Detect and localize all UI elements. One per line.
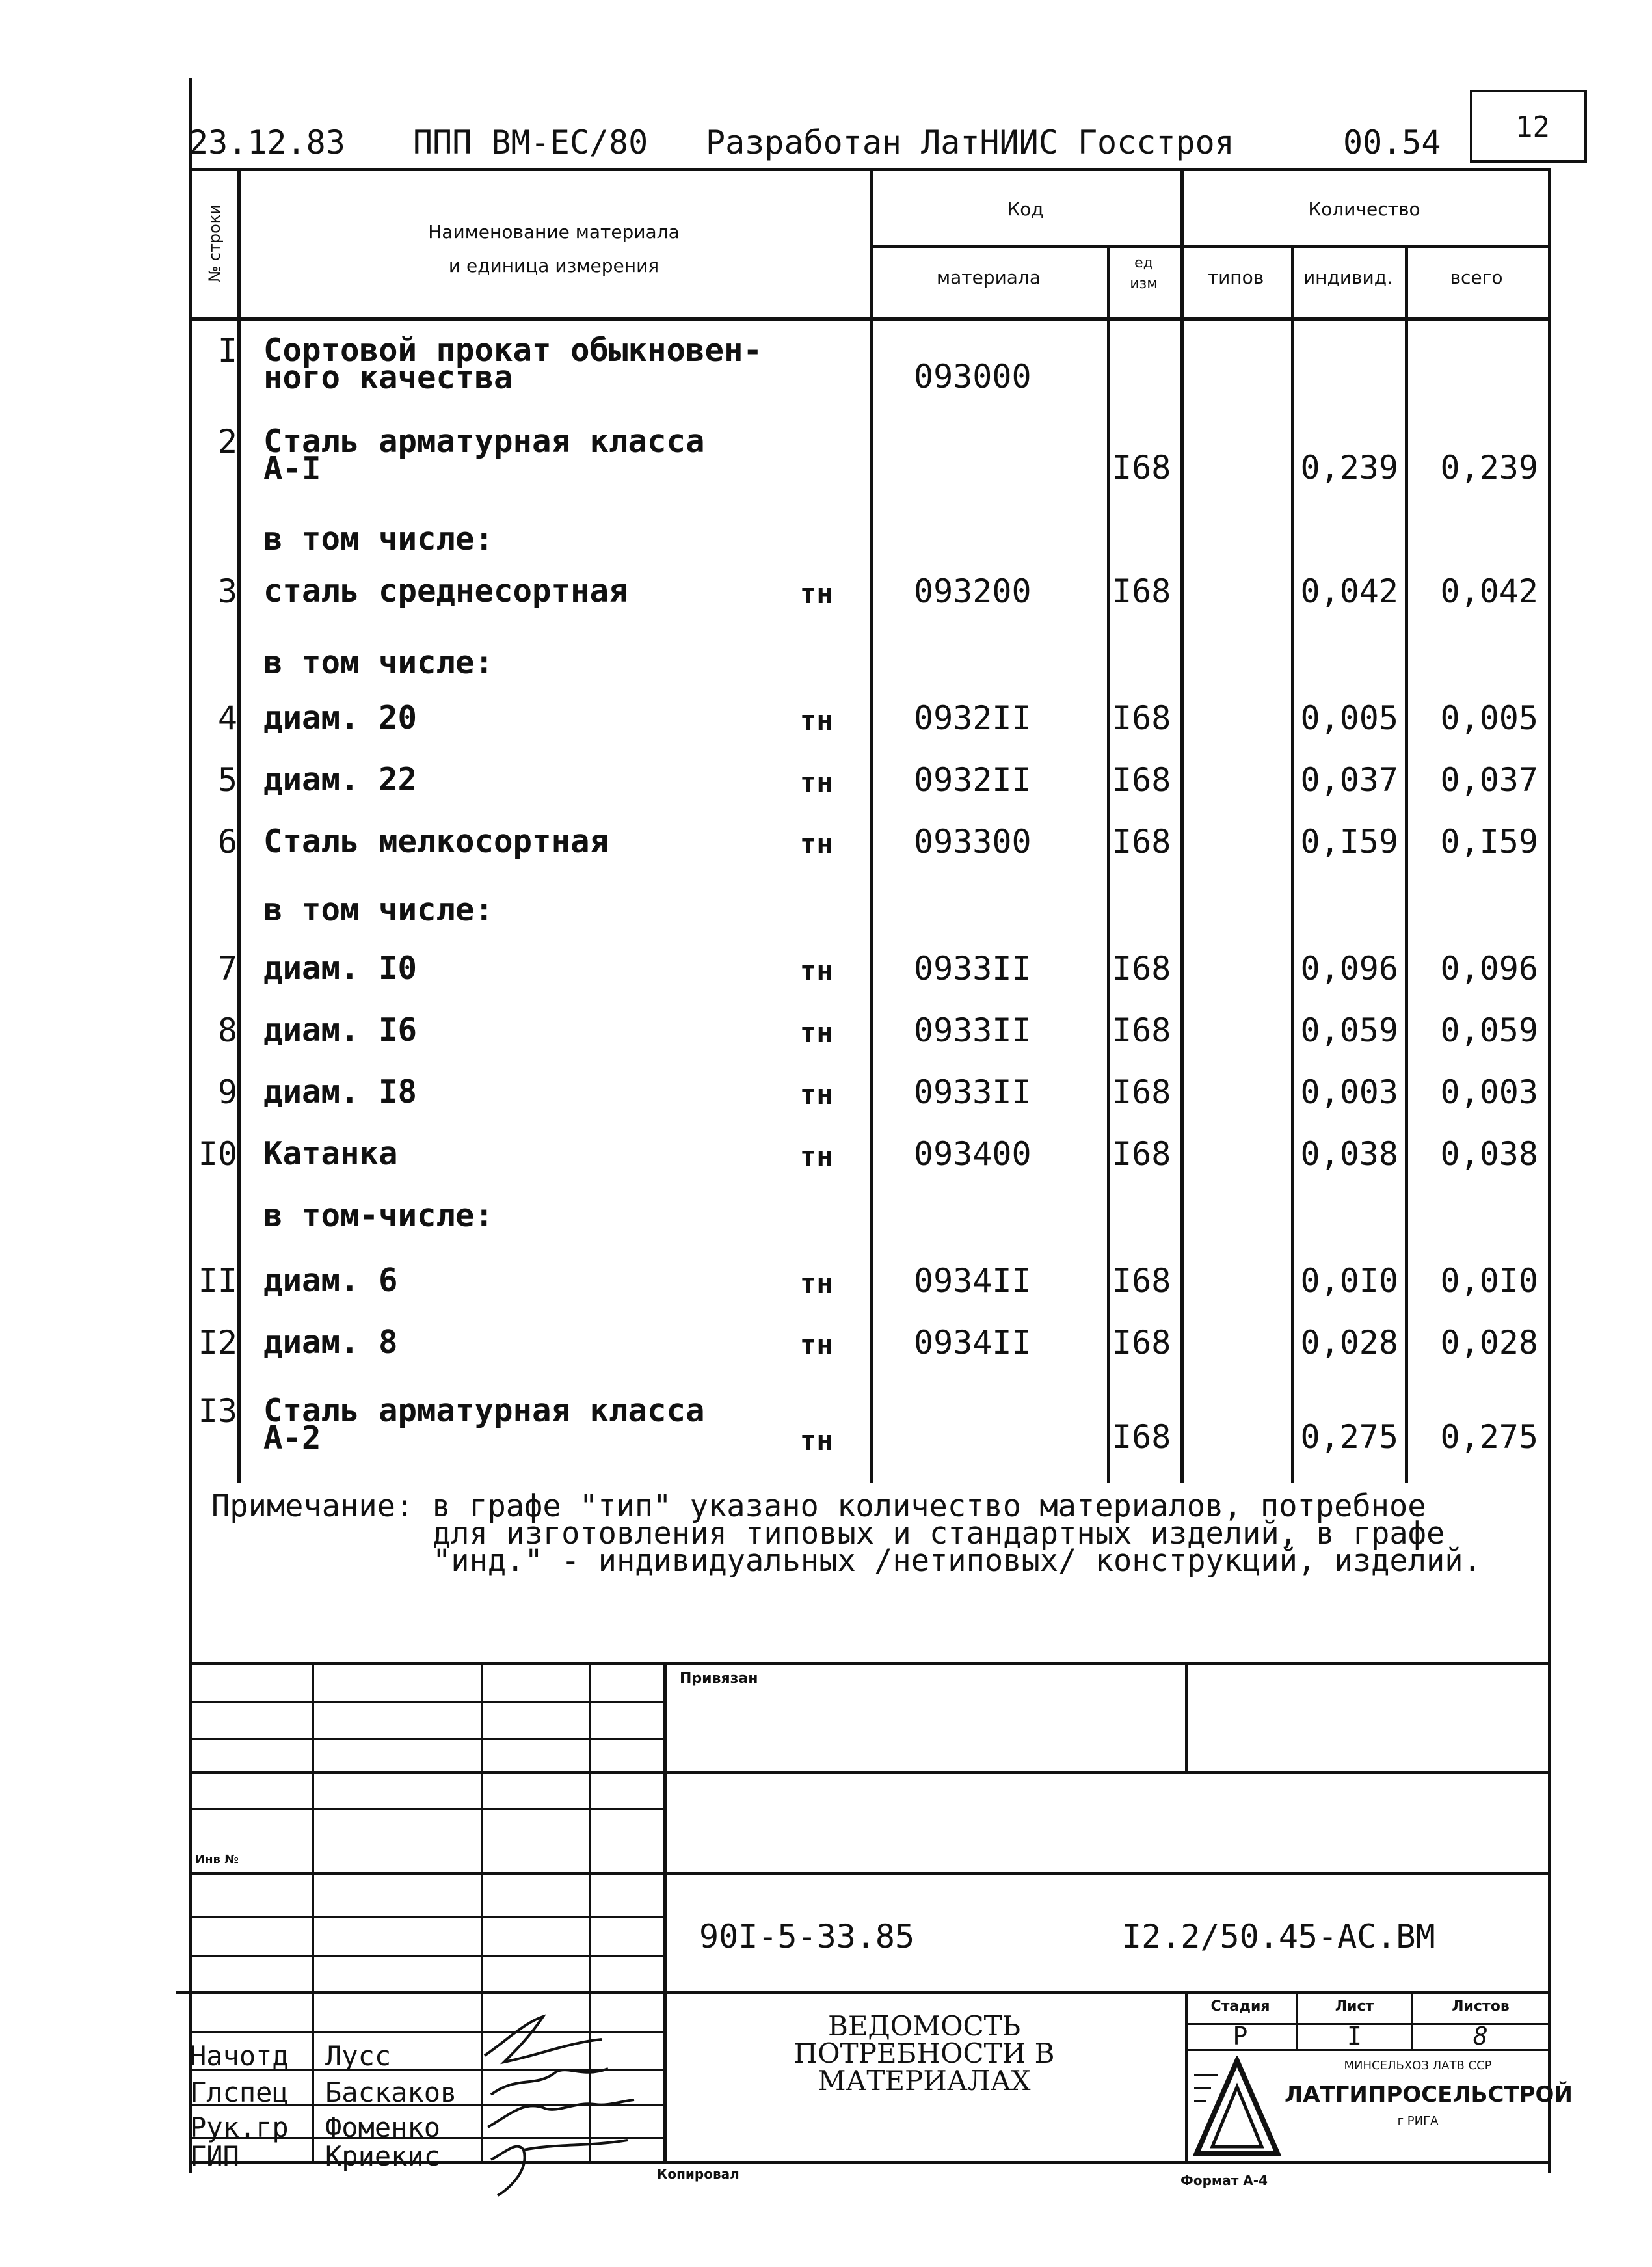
material-code: 0933II bbox=[914, 1012, 1032, 1049]
unit: тн bbox=[800, 955, 833, 987]
individ-header: индивид. bbox=[1303, 267, 1393, 288]
qty-individ: 0,059 bbox=[1300, 1012, 1398, 1049]
unit-code: I68 bbox=[1112, 1012, 1171, 1049]
privyazan-label: Привязан bbox=[680, 1670, 758, 1687]
list-label: Лист bbox=[1335, 1998, 1374, 2015]
material-code: 0933II bbox=[914, 1073, 1032, 1111]
unit-code: I68 bbox=[1112, 1073, 1171, 1111]
developer-label: Разработан ЛатНИИС Госстроя bbox=[706, 124, 1234, 161]
kolichestvo-header: Количество bbox=[1308, 198, 1420, 220]
material-name: диам. I6 bbox=[263, 1012, 418, 1049]
material-name: диам. 8 bbox=[263, 1324, 398, 1361]
material-code: 093400 bbox=[914, 1135, 1032, 1173]
qty-vsego: 0,037 bbox=[1440, 761, 1538, 799]
unit-code: I68 bbox=[1112, 761, 1171, 799]
unit-code: I68 bbox=[1112, 699, 1171, 737]
stamp-h6 bbox=[189, 1916, 665, 1918]
ed-izm-header-2: изм bbox=[1130, 276, 1158, 292]
col-line-3 bbox=[1107, 247, 1110, 1483]
unit: тн bbox=[800, 766, 833, 798]
unit-code: I68 bbox=[1112, 572, 1171, 610]
note-line-2: для изготовления типовых и стандартных изделий, в графе bbox=[433, 1516, 1445, 1551]
unit: тн bbox=[800, 704, 833, 736]
kod-header: Код bbox=[1007, 198, 1044, 220]
format-label: Формат А-4 bbox=[1180, 2173, 1268, 2188]
list-value: I bbox=[1347, 2022, 1362, 2050]
material-code: 093000 bbox=[914, 358, 1032, 396]
qty-individ: 0,003 bbox=[1300, 1073, 1398, 1111]
listov-label: Листов bbox=[1452, 1998, 1510, 2015]
stamp-v1 bbox=[312, 1662, 314, 2163]
stamp-h7 bbox=[189, 1955, 665, 1957]
unit: тн bbox=[800, 828, 833, 860]
ppp-label: ППП ВМ-ЕС/80 bbox=[413, 124, 648, 161]
row-number: I bbox=[217, 332, 237, 369]
subgroup-label: в том числе: bbox=[263, 644, 494, 681]
qty-individ: 0,028 bbox=[1300, 1324, 1398, 1362]
header-bottom-line bbox=[189, 317, 1551, 321]
qty-individ: 0,005 bbox=[1300, 699, 1398, 737]
header-mid-line bbox=[870, 245, 1550, 248]
top-code: 00.54 bbox=[1343, 124, 1441, 161]
qty-vsego: 0,028 bbox=[1440, 1324, 1538, 1362]
subgroup-label: в том числе: bbox=[263, 520, 494, 557]
material-name: диам. I0 bbox=[263, 950, 418, 987]
unit-code: I68 bbox=[1112, 1262, 1171, 1300]
material-code: 0934II bbox=[914, 1324, 1032, 1362]
col-line-2 bbox=[870, 169, 873, 1483]
qty-vsego: 0,038 bbox=[1440, 1135, 1538, 1173]
sign-name-2: Баскаков bbox=[325, 2076, 457, 2108]
unit-code: I68 bbox=[1112, 1418, 1171, 1456]
sign-role-2: Глспец bbox=[190, 2076, 289, 2108]
frame-left bbox=[189, 78, 192, 2173]
unit-code: I68 bbox=[1112, 1135, 1171, 1173]
kopiroval-label: Копировал bbox=[657, 2166, 739, 2182]
row-number: 2 bbox=[217, 423, 237, 461]
material-name: диам. 6 bbox=[263, 1262, 398, 1299]
material-name-cont: А-I bbox=[263, 450, 321, 487]
qty-vsego: 0,005 bbox=[1440, 699, 1538, 737]
doc-code-right: I2.2/50.45-AC.BM bbox=[1122, 1918, 1435, 1955]
row-number: 6 bbox=[217, 823, 237, 861]
qty-individ: 0,0I0 bbox=[1300, 1262, 1398, 1300]
qty-vsego: 0,275 bbox=[1440, 1418, 1538, 1456]
inv-no-label: Инв № bbox=[195, 1853, 239, 1866]
material-code: 0933II bbox=[914, 950, 1032, 987]
material-name: Катанка bbox=[263, 1135, 398, 1172]
sign-role-1: Начотд bbox=[190, 2040, 289, 2072]
unit-code: I68 bbox=[1112, 449, 1171, 487]
material-name: диам. I8 bbox=[263, 1073, 418, 1110]
material-code: 0932II bbox=[914, 761, 1032, 799]
qty-individ: 0,037 bbox=[1300, 761, 1398, 799]
qty-individ: 0,I59 bbox=[1300, 823, 1398, 861]
stamp-top bbox=[189, 1662, 1551, 1665]
org-line-2: ЛАТГИПРОСЕЛЬСТРОЙ bbox=[1285, 2082, 1573, 2108]
doc-code-left: 90I-5-33.85 bbox=[699, 1918, 915, 1955]
row-number: 5 bbox=[217, 761, 237, 799]
qty-vsego: 0,059 bbox=[1440, 1012, 1538, 1049]
qty-vsego: 0,042 bbox=[1440, 572, 1538, 610]
unit-code: I68 bbox=[1112, 823, 1171, 861]
material-name: Сталь арматурная класса bbox=[263, 1392, 705, 1429]
material-name-cont: А-2 bbox=[263, 1419, 321, 1456]
handwritten-signatures bbox=[478, 2004, 647, 2199]
material-header: материала bbox=[936, 267, 1041, 288]
stamp-h5 bbox=[189, 1872, 1551, 1875]
org-logo bbox=[1192, 2056, 1283, 2160]
stamp-h1 bbox=[189, 1701, 665, 1703]
unit: тн bbox=[800, 1267, 833, 1299]
stamp-h8 bbox=[176, 1991, 1551, 1994]
unit: тн bbox=[800, 1017, 833, 1049]
print-date: 23.12.83 bbox=[189, 124, 345, 161]
tipov-header: типов bbox=[1207, 267, 1264, 288]
qty-individ: 0,038 bbox=[1300, 1135, 1398, 1173]
material-name: Сталь мелкосортная bbox=[263, 823, 609, 860]
row-number: 4 bbox=[217, 699, 237, 737]
stamp-h3 bbox=[189, 1771, 1551, 1774]
org-line-3: г РИГА bbox=[1397, 2114, 1439, 2128]
row-number: I0 bbox=[198, 1135, 237, 1173]
material-name: диам. 20 bbox=[263, 699, 418, 736]
sign-role-4: ГИП bbox=[190, 2140, 239, 2172]
doc-title-3: МАТЕРИАЛАХ bbox=[818, 2065, 1031, 2097]
stamp-h4 bbox=[189, 1808, 665, 1810]
row-number: 9 bbox=[217, 1073, 237, 1111]
doc-title-2: ПОТРЕБНОСТИ В bbox=[793, 2037, 1055, 2069]
sign-name-4: Криекис bbox=[325, 2140, 441, 2172]
material-name: диам. 22 bbox=[263, 761, 418, 798]
vsego-header: всего bbox=[1450, 267, 1503, 288]
org-line-1: МИНСЕЛЬХОЗ ЛАТВ ССР bbox=[1344, 2059, 1492, 2072]
qty-individ: 0,239 bbox=[1300, 449, 1398, 487]
listov-value: 8 bbox=[1473, 2022, 1488, 2050]
col-line-1 bbox=[237, 169, 241, 1483]
unit: тн bbox=[800, 578, 833, 610]
unit-code: I68 bbox=[1112, 950, 1171, 987]
material-name: сталь среднесортная bbox=[263, 572, 628, 610]
row-number: 7 bbox=[217, 950, 237, 987]
subgroup-label: в том-числе: bbox=[263, 1197, 494, 1234]
stamp-v6 bbox=[1185, 1991, 1188, 2163]
material-name-cont: ного качества bbox=[263, 359, 513, 396]
page-mark: 12 bbox=[1515, 111, 1550, 144]
note-line-1: Примечание: в графе "тип" указано количество материалов, потребное bbox=[211, 1488, 1426, 1524]
qty-individ: 0,275 bbox=[1300, 1418, 1398, 1456]
material-code: 0934II bbox=[914, 1262, 1032, 1300]
stamp-h2 bbox=[189, 1738, 665, 1740]
sign-role-3: Рук.гр bbox=[190, 2112, 289, 2143]
material-code: 093300 bbox=[914, 823, 1032, 861]
row-no-header: № строки bbox=[206, 204, 224, 282]
row-number: I3 bbox=[198, 1392, 237, 1430]
subgroup-label: в том числе: bbox=[263, 891, 494, 928]
name-header-1: Наименование материала bbox=[428, 221, 680, 243]
ed-izm-header-1: ед bbox=[1134, 255, 1153, 271]
material-name: Сталь арматурная класса bbox=[263, 423, 705, 460]
material-code: 093200 bbox=[914, 572, 1032, 610]
stadiya-label: Стадия bbox=[1210, 1998, 1270, 2015]
name-header-2: и единица измерения bbox=[448, 255, 659, 276]
unit: тн bbox=[800, 1425, 833, 1456]
qty-individ: 0,042 bbox=[1300, 572, 1398, 610]
unit: тн bbox=[800, 1140, 833, 1172]
stamp-v5 bbox=[1185, 1662, 1188, 1773]
qty-vsego: 0,003 bbox=[1440, 1073, 1538, 1111]
row-number: 8 bbox=[217, 1012, 237, 1049]
qty-vsego: 0,096 bbox=[1440, 950, 1538, 987]
stadiya-value: Р bbox=[1232, 2022, 1248, 2050]
material-name: Сортовой прокат обыкновен- bbox=[263, 332, 763, 369]
row-number: I2 bbox=[198, 1324, 237, 1362]
sign-name-3: Фоменко bbox=[325, 2112, 441, 2143]
unit: тн bbox=[800, 1329, 833, 1361]
qty-vsego: 0,239 bbox=[1440, 449, 1538, 487]
qty-vsego: 0,I59 bbox=[1440, 823, 1538, 861]
material-code: 0932II bbox=[914, 699, 1032, 737]
sign-name-1: Лусс bbox=[325, 2040, 392, 2072]
col-line-4 bbox=[1180, 169, 1184, 1483]
row-number: 3 bbox=[217, 572, 237, 610]
row-number: II bbox=[198, 1262, 237, 1300]
unit-code: I68 bbox=[1112, 1324, 1171, 1362]
doc-title-1: ВЕДОМОСТЬ bbox=[828, 2010, 1020, 2042]
qty-vsego: 0,0I0 bbox=[1440, 1262, 1538, 1300]
qty-individ: 0,096 bbox=[1300, 950, 1398, 987]
unit: тн bbox=[800, 1079, 833, 1110]
note-line-3: "инд." - индивидуальных /нетиповых/ конструкций, изделий. bbox=[433, 1543, 1482, 1579]
